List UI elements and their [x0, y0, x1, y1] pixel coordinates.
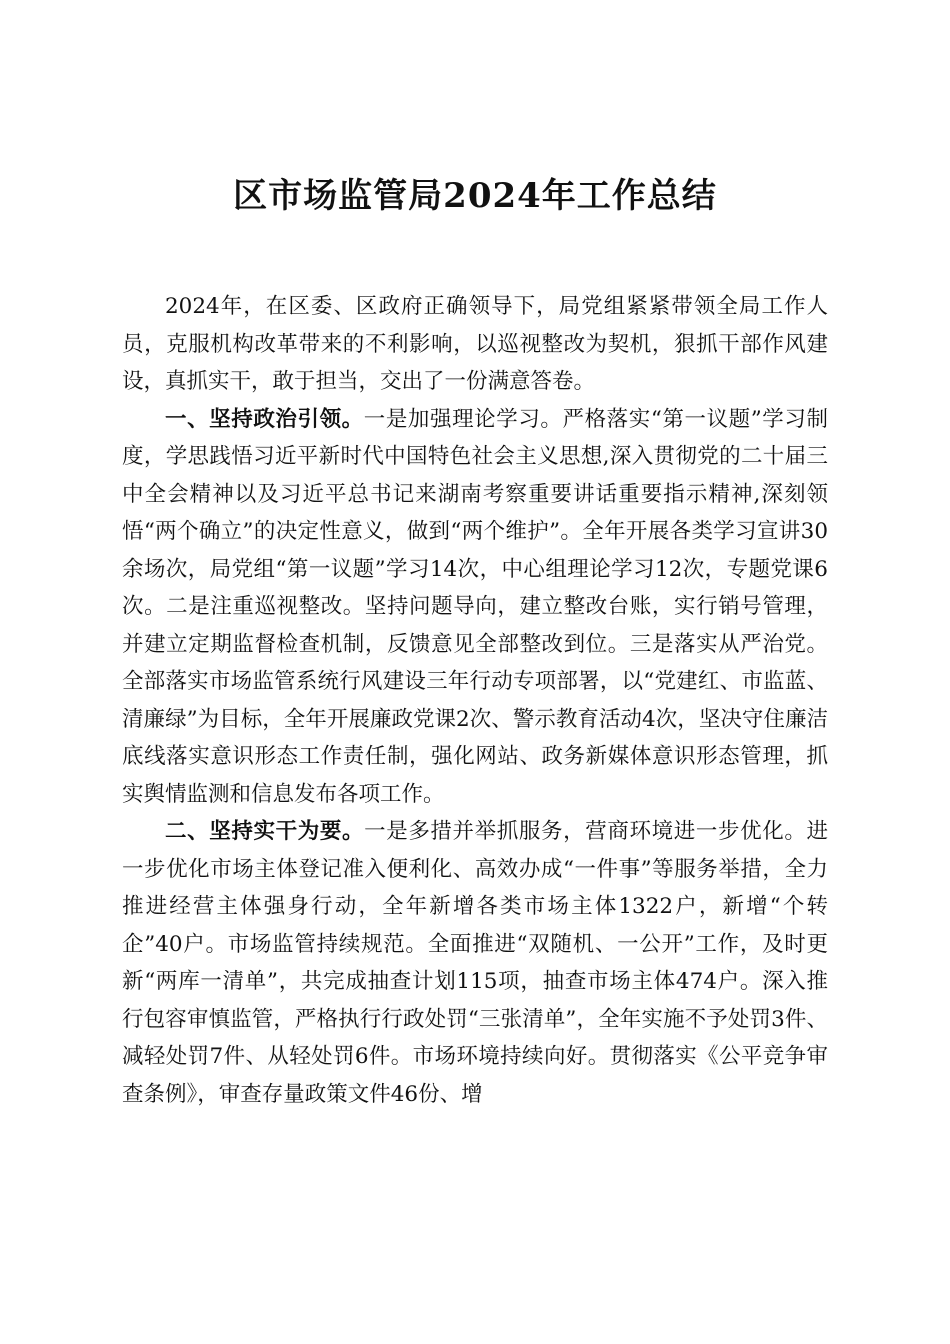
paragraph-section-1 [122, 401, 828, 814]
paragraph-section-2 [122, 813, 828, 1113]
section-1-text: 一是加强理论学习。严格落实“第一议题”学习制度，学思践悟习近平新时代中国特色社会主义思想,深入贯彻党的二十届三中全会精神以及习近平总书记来湖南考察重要讲话重要指示精神,深刻领悟“两个确立”的决定性意义，做到“两个维护”。全年开展各类学习宣讲30余场次，局党组“第一议题”学习14次，中心组理论学习12次，专题党课6次。二是注重巡视整改。坚持问题导向，建立整改台账，实行销号管理，并建立定期监督检查机制，反馈意见全部整改到位。三是落实从严治党。全部落实市场监管系统行风建设三年行动专项部署，以“党建红、市监蓝、清廉绿”为目标，全年开展廉政党课2次、警示教育活动4次，坚决守住廉洁底线落实意识形态工作责任制，强化网站、政务新媒体意识形态管理，抓实舆情监测和信息发布各项工作。 [122, 406, 828, 807]
section-2-text: 一是多措并举抓服务，营商环境进一步优化。进一步优化市场主体登记准入便利化、高效办成“一件事”等服务举措，全力推进经营主体强身行动，全年新增各类市场主体1322户，新增“个转企”40户。市场监管持续规范。全面推进“双随机、一公开”工作，及时更新“两库一清单”，共完成抽查计划115项，抽查市场主体474户。深入推行包容审慎监管，严格执行行政处罚“三张清单”，全年实施不予处罚3件、减轻处罚7件、从轻处罚6件。市场环境持续向好。贯彻落实《公平竞争审查条例》，审查存量政策文件46份、增 [122, 819, 828, 1107]
paragraph-intro-text: 2024年，在区委、区政府正确领导下，局党组紧紧带领全局工作人员，克服机构改革带来的不利影响，以巡视整改为契机，狠抓干部作风建设，真抓实干，敢于担当，交出了一份满意答卷。 [122, 294, 828, 394]
paragraph-intro [122, 288, 828, 401]
section-2-heading: 二、坚持实干为要。 [165, 819, 365, 844]
document-body [122, 288, 828, 1113]
section-1-heading: 一、坚持政治引领。 [165, 406, 364, 432]
document-title: 区市场监管局2024年工作总结 [233, 176, 717, 216]
